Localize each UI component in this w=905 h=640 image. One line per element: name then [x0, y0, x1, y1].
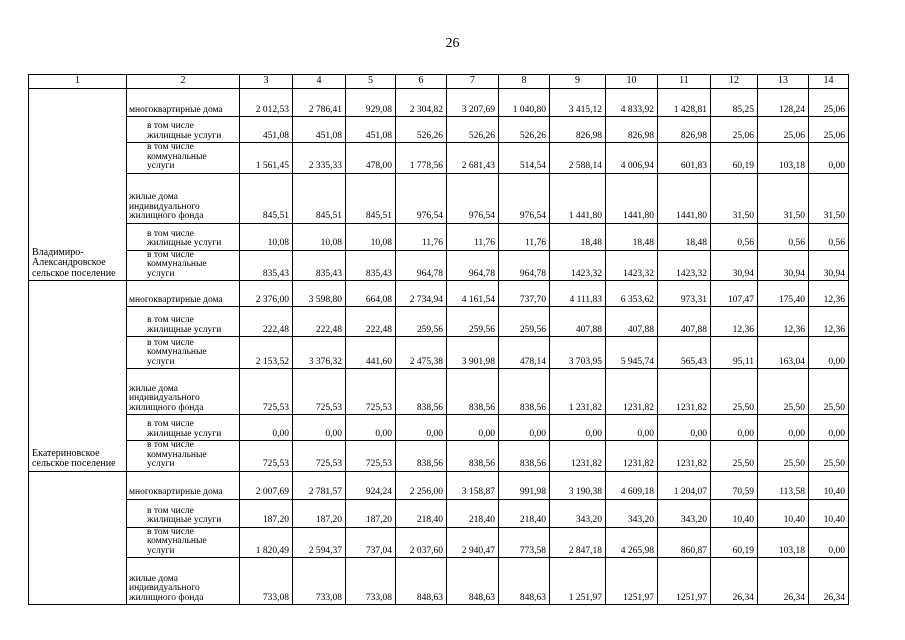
value-cell: 30,94 [711, 250, 758, 281]
value-cell: 163,04 [758, 337, 809, 369]
value-cell: 103,18 [758, 527, 809, 558]
value-cell: 10,40 [758, 499, 809, 527]
table-row [29, 307, 849, 337]
value-cell: 451,08 [240, 117, 293, 143]
value-cell: 2 037,60 [396, 527, 447, 558]
value-cell: 0,00 [447, 415, 499, 441]
value-cell: 3 598,80 [293, 281, 346, 307]
table-row [29, 471, 849, 499]
value-cell: 725,53 [293, 369, 346, 415]
value-cell: 838,56 [396, 441, 447, 472]
row-label: в том числе коммунальные услуги [127, 143, 240, 174]
value-cell: 1423,32 [658, 250, 711, 281]
value-cell: 6 353,62 [606, 281, 658, 307]
value-cell: 25,50 [758, 369, 809, 415]
value-cell: 407,88 [658, 307, 711, 337]
value-cell: 929,08 [346, 89, 396, 117]
value-cell: 835,43 [240, 250, 293, 281]
table-row [29, 369, 849, 415]
value-cell: 924,24 [346, 471, 396, 499]
value-cell: 565,43 [658, 337, 711, 369]
value-cell: 737,04 [346, 527, 396, 558]
value-cell: 1 561,45 [240, 143, 293, 174]
value-cell: 1 778,56 [396, 143, 447, 174]
value-cell: 1423,32 [606, 250, 658, 281]
row-label: в том числе коммунальные услуги [127, 337, 240, 369]
column-number-3: 3 [240, 75, 293, 89]
value-cell: 733,08 [293, 558, 346, 605]
value-cell: 85,25 [711, 89, 758, 117]
value-cell: 1 820,49 [240, 527, 293, 558]
value-cell: 343,20 [606, 499, 658, 527]
value-cell: 25,06 [809, 89, 849, 117]
value-cell: 25,50 [809, 369, 849, 415]
value-cell: 10,08 [240, 223, 293, 250]
value-cell: 0,00 [606, 415, 658, 441]
value-cell: 187,20 [293, 499, 346, 527]
value-cell: 1231,82 [606, 369, 658, 415]
value-cell: 1231,82 [658, 441, 711, 472]
value-cell: 0,00 [809, 337, 849, 369]
value-cell: 0,00 [293, 415, 346, 441]
settlement-name [29, 471, 127, 605]
value-cell: 976,54 [396, 173, 447, 223]
value-cell: 0,00 [809, 143, 849, 174]
value-cell: 845,51 [293, 173, 346, 223]
value-cell: 3 703,95 [550, 337, 606, 369]
value-cell: 31,50 [758, 173, 809, 223]
value-cell: 526,26 [396, 117, 447, 143]
row-label: многоквартирные дома [127, 281, 240, 307]
row-label: в том числе жилищные услуги [127, 223, 240, 250]
column-number-13: 13 [758, 75, 809, 89]
value-cell: 4 111,83 [550, 281, 606, 307]
table-row [29, 223, 849, 250]
value-cell: 25,50 [758, 441, 809, 472]
value-cell: 2 588,14 [550, 143, 606, 174]
value-cell: 31,50 [809, 173, 849, 223]
row-label: в том числе коммунальные услуги [127, 527, 240, 558]
column-number-2: 2 [127, 75, 240, 89]
column-number-5: 5 [346, 75, 396, 89]
value-cell: 725,53 [240, 441, 293, 472]
value-cell: 25,06 [809, 117, 849, 143]
value-cell: 0,00 [396, 415, 447, 441]
value-cell: 0,00 [809, 415, 849, 441]
table-body [29, 75, 849, 605]
value-cell: 2 781,57 [293, 471, 346, 499]
row-label: в том числе жилищные услуги [127, 415, 240, 441]
column-number-row [29, 75, 849, 89]
value-cell: 128,24 [758, 89, 809, 117]
value-cell: 0,00 [240, 415, 293, 441]
value-cell: 526,26 [447, 117, 499, 143]
row-label: многоквартирные дома [127, 471, 240, 499]
settlement-name: Екатериновское сельское поселение [29, 281, 127, 472]
table-row [29, 117, 849, 143]
value-cell: 103,18 [758, 143, 809, 174]
column-number-8: 8 [499, 75, 550, 89]
value-cell: 10,08 [293, 223, 346, 250]
value-cell: 848,63 [396, 558, 447, 605]
value-cell: 222,48 [346, 307, 396, 337]
value-cell: 2 376,00 [240, 281, 293, 307]
column-number-14: 14 [809, 75, 849, 89]
value-cell: 4 265,98 [606, 527, 658, 558]
value-cell: 18,48 [658, 223, 711, 250]
value-cell: 441,60 [346, 337, 396, 369]
value-cell: 1231,82 [606, 441, 658, 472]
value-cell: 30,94 [758, 250, 809, 281]
value-cell: 1 251,97 [550, 558, 606, 605]
value-cell: 2 681,43 [447, 143, 499, 174]
value-cell: 107,47 [711, 281, 758, 307]
column-number-10: 10 [606, 75, 658, 89]
value-cell: 2 335,33 [293, 143, 346, 174]
value-cell: 0,00 [346, 415, 396, 441]
value-cell: 0,00 [758, 415, 809, 441]
value-cell: 25,50 [711, 369, 758, 415]
value-cell: 1231,82 [658, 369, 711, 415]
value-cell: 0,00 [499, 415, 550, 441]
value-cell: 2 475,38 [396, 337, 447, 369]
value-cell: 976,54 [447, 173, 499, 223]
value-cell: 60,19 [711, 143, 758, 174]
column-number-11: 11 [658, 75, 711, 89]
value-cell: 838,56 [499, 441, 550, 472]
settlement-name: Владимиро-Александровское сельское поселение [29, 89, 127, 281]
value-cell: 31,50 [711, 173, 758, 223]
value-cell: 725,53 [240, 369, 293, 415]
value-cell: 826,98 [550, 117, 606, 143]
value-cell: 2 847,18 [550, 527, 606, 558]
value-cell: 1423,32 [550, 250, 606, 281]
row-label: многоквартирные дома [127, 89, 240, 117]
table-row [29, 527, 849, 558]
value-cell: 451,08 [346, 117, 396, 143]
value-cell: 10,08 [346, 223, 396, 250]
value-cell: 259,56 [447, 307, 499, 337]
value-cell: 838,56 [447, 369, 499, 415]
value-cell: 835,43 [293, 250, 346, 281]
value-cell: 845,51 [240, 173, 293, 223]
value-cell: 976,54 [499, 173, 550, 223]
value-cell: 0,00 [550, 415, 606, 441]
value-cell: 259,56 [499, 307, 550, 337]
value-cell: 725,53 [346, 441, 396, 472]
value-cell: 725,53 [346, 369, 396, 415]
value-cell: 838,56 [447, 441, 499, 472]
value-cell: 1 231,82 [550, 369, 606, 415]
value-cell: 0,00 [658, 415, 711, 441]
table-row [29, 499, 849, 527]
value-cell: 526,26 [499, 117, 550, 143]
value-cell: 1231,82 [550, 441, 606, 472]
value-cell: 259,56 [396, 307, 447, 337]
value-cell: 60,19 [711, 527, 758, 558]
value-cell: 2 734,94 [396, 281, 447, 307]
row-label: в том числе жилищные услуги [127, 307, 240, 337]
value-cell: 12,36 [758, 307, 809, 337]
value-cell: 4 006,94 [606, 143, 658, 174]
value-cell: 4 609,18 [606, 471, 658, 499]
value-cell: 187,20 [240, 499, 293, 527]
value-cell: 1 441,80 [550, 173, 606, 223]
value-cell: 222,48 [240, 307, 293, 337]
value-cell: 26,34 [758, 558, 809, 605]
value-cell: 451,08 [293, 117, 346, 143]
table-row [29, 281, 849, 307]
value-cell: 12,36 [711, 307, 758, 337]
value-cell: 3 190,38 [550, 471, 606, 499]
value-cell: 2 012,53 [240, 89, 293, 117]
row-label: в том числе коммунальные услуги [127, 250, 240, 281]
table-row [29, 337, 849, 369]
row-label: в том числе жилищные услуги [127, 117, 240, 143]
value-cell: 1251,97 [606, 558, 658, 605]
value-cell: 737,70 [499, 281, 550, 307]
value-cell: 0,56 [758, 223, 809, 250]
column-number-6: 6 [396, 75, 447, 89]
value-cell: 3 901,98 [447, 337, 499, 369]
value-cell: 26,34 [711, 558, 758, 605]
value-cell: 1441,80 [658, 173, 711, 223]
value-cell: 2 304,82 [396, 89, 447, 117]
value-cell: 25,50 [809, 441, 849, 472]
value-cell: 664,08 [346, 281, 396, 307]
value-cell: 848,63 [499, 558, 550, 605]
row-label: жилые дома индивидуального жилищного фонда [127, 558, 240, 605]
value-cell: 12,36 [809, 307, 849, 337]
value-cell: 3 207,69 [447, 89, 499, 117]
value-cell: 187,20 [346, 499, 396, 527]
value-cell: 343,20 [658, 499, 711, 527]
column-number-1: 1 [29, 75, 127, 89]
value-cell: 3 158,87 [447, 471, 499, 499]
value-cell: 2 256,00 [396, 471, 447, 499]
value-cell: 0,56 [711, 223, 758, 250]
table-row [29, 143, 849, 174]
value-cell: 0,00 [711, 415, 758, 441]
value-cell: 11,76 [396, 223, 447, 250]
value-cell: 964,78 [396, 250, 447, 281]
value-cell: 826,98 [658, 117, 711, 143]
value-cell: 1 428,81 [658, 89, 711, 117]
value-cell: 973,31 [658, 281, 711, 307]
value-cell: 2 594,37 [293, 527, 346, 558]
value-cell: 2 786,41 [293, 89, 346, 117]
value-cell: 826,98 [606, 117, 658, 143]
value-cell: 70,59 [711, 471, 758, 499]
value-cell: 2 153,52 [240, 337, 293, 369]
value-cell: 478,14 [499, 337, 550, 369]
row-label: жилые дома индивидуального жилищного фонда [127, 173, 240, 223]
value-cell: 10,40 [809, 499, 849, 527]
value-cell: 3 376,32 [293, 337, 346, 369]
value-cell: 113,58 [758, 471, 809, 499]
row-label: жилые дома индивидуального жилищного фонда [127, 369, 240, 415]
value-cell: 478,00 [346, 143, 396, 174]
value-cell: 175,40 [758, 281, 809, 307]
value-cell: 95,11 [711, 337, 758, 369]
value-cell: 860,87 [658, 527, 711, 558]
value-cell: 1 204,07 [658, 471, 711, 499]
value-cell: 773,58 [499, 527, 550, 558]
value-cell: 18,48 [550, 223, 606, 250]
value-cell: 514,54 [499, 143, 550, 174]
value-cell: 4 161,54 [447, 281, 499, 307]
value-cell: 3 415,12 [550, 89, 606, 117]
value-cell: 25,50 [711, 441, 758, 472]
value-cell: 4 833,92 [606, 89, 658, 117]
value-cell: 2 940,47 [447, 527, 499, 558]
table-row [29, 89, 849, 117]
column-number-12: 12 [711, 75, 758, 89]
value-cell: 25,06 [711, 117, 758, 143]
value-cell: 218,40 [447, 499, 499, 527]
value-cell: 964,78 [447, 250, 499, 281]
value-cell: 10,40 [809, 471, 849, 499]
value-cell: 601,83 [658, 143, 711, 174]
value-cell: 964,78 [499, 250, 550, 281]
table-row [29, 250, 849, 281]
column-number-7: 7 [447, 75, 499, 89]
value-cell: 733,08 [346, 558, 396, 605]
value-cell: 733,08 [240, 558, 293, 605]
value-cell: 0,56 [809, 223, 849, 250]
column-number-9: 9 [550, 75, 606, 89]
value-cell: 26,34 [809, 558, 849, 605]
value-cell: 343,20 [550, 499, 606, 527]
value-cell: 838,56 [499, 369, 550, 415]
value-cell: 30,94 [809, 250, 849, 281]
table-row [29, 558, 849, 605]
value-cell: 725,53 [293, 441, 346, 472]
row-label: в том числе коммунальные услуги [127, 441, 240, 472]
row-label: в том числе жилищные услуги [127, 499, 240, 527]
value-cell: 0,00 [809, 527, 849, 558]
value-cell: 407,88 [606, 307, 658, 337]
value-cell: 1 040,80 [499, 89, 550, 117]
value-cell: 218,40 [499, 499, 550, 527]
value-cell: 222,48 [293, 307, 346, 337]
column-number-4: 4 [293, 75, 346, 89]
value-cell: 845,51 [346, 173, 396, 223]
value-cell: 1441,80 [606, 173, 658, 223]
value-cell: 10,40 [711, 499, 758, 527]
value-cell: 18,48 [606, 223, 658, 250]
value-cell: 848,63 [447, 558, 499, 605]
value-cell: 25,06 [758, 117, 809, 143]
value-cell: 835,43 [346, 250, 396, 281]
value-cell: 218,40 [396, 499, 447, 527]
value-cell: 11,76 [499, 223, 550, 250]
value-cell: 1251,97 [658, 558, 711, 605]
value-cell: 991,98 [499, 471, 550, 499]
value-cell: 407,88 [550, 307, 606, 337]
table-row [29, 415, 849, 441]
value-cell: 12,36 [809, 281, 849, 307]
table-row [29, 173, 849, 223]
table-row [29, 441, 849, 472]
tariff-table [28, 74, 849, 605]
value-cell: 838,56 [396, 369, 447, 415]
value-cell: 2 007,69 [240, 471, 293, 499]
page-number: 26 [445, 36, 460, 51]
value-cell: 5 945,74 [606, 337, 658, 369]
value-cell: 11,76 [447, 223, 499, 250]
